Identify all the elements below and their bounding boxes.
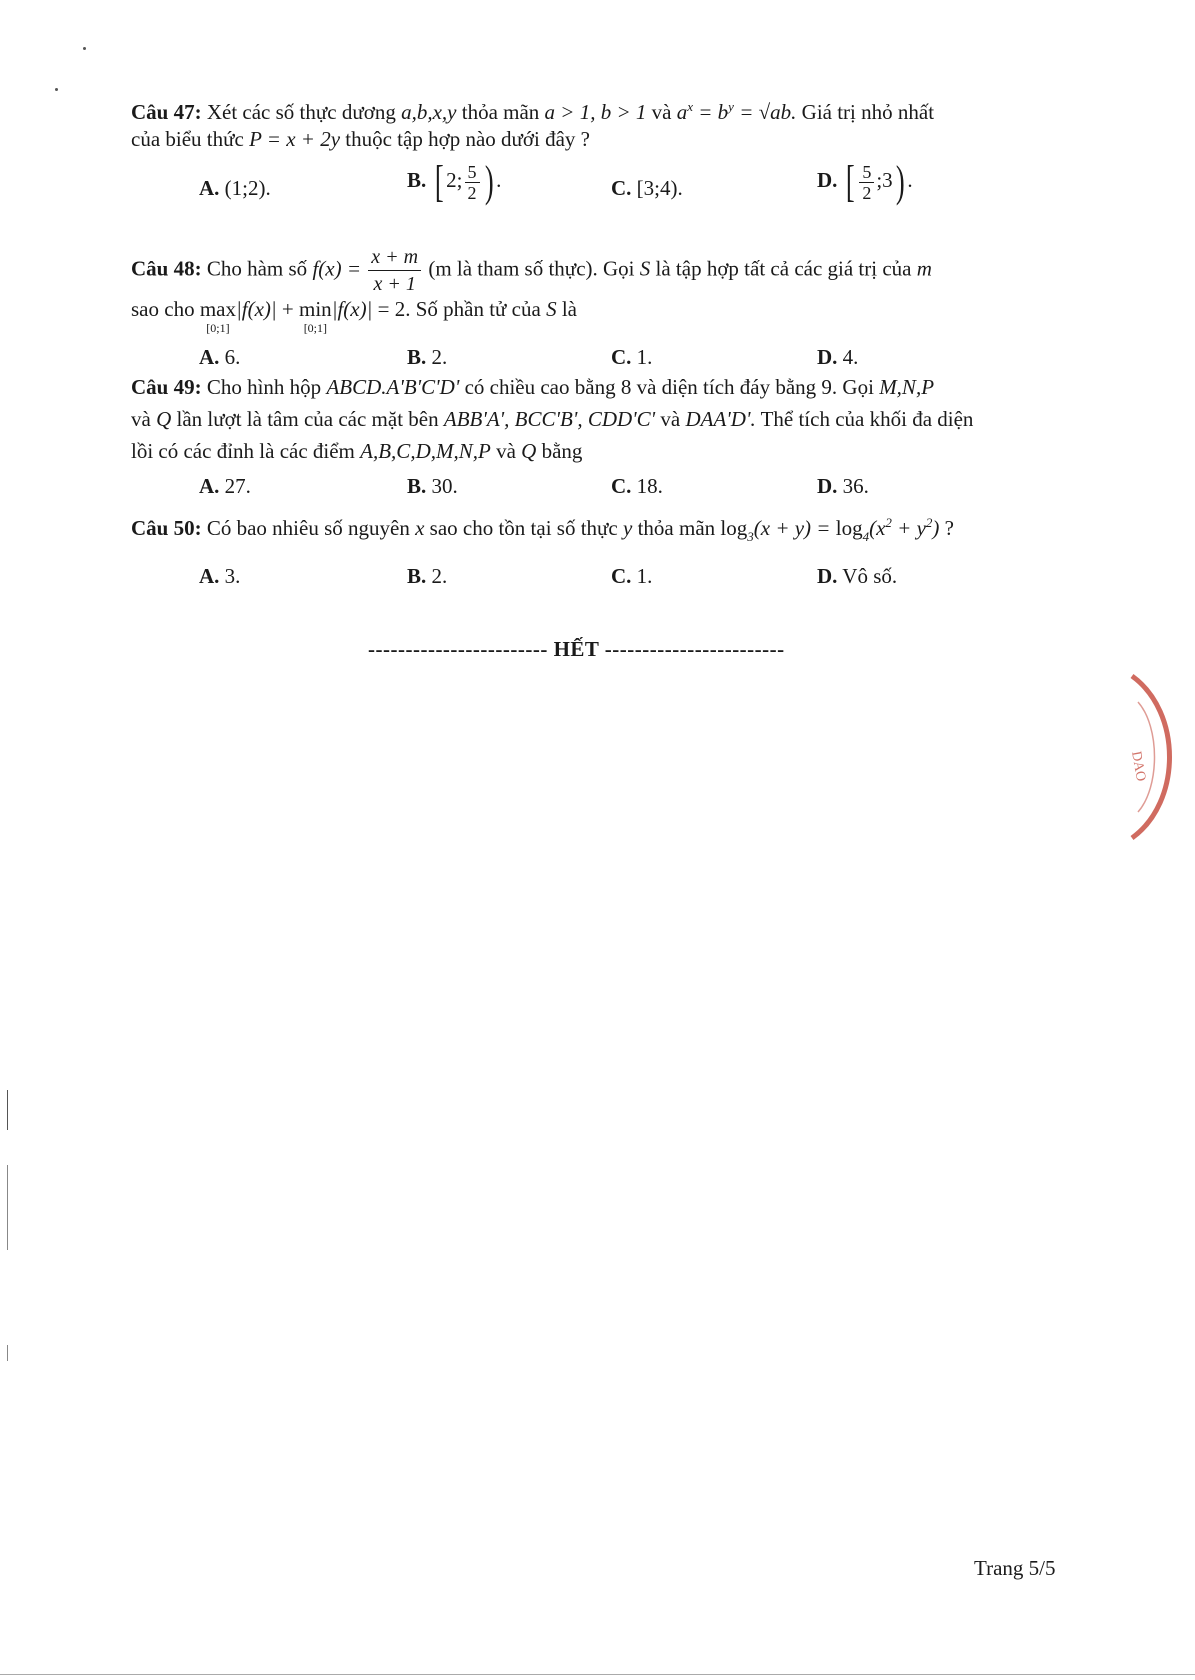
q49-text: có chiều cao bằng 8 và diện tích đáy bằng 9. Gọi xyxy=(464,375,874,399)
q49-text: lồi có các đỉnh là các điểm xyxy=(131,439,355,463)
q47-option-a[interactable]: A. (1;2). xyxy=(199,176,271,200)
q48-fraction: $\frac{x + m}{x + 1}$ xyxy=(368,244,421,297)
q50-var-x: x xyxy=(415,516,425,540)
q48-param: m xyxy=(916,256,932,281)
q49-option-b[interactable]: B. 30. xyxy=(407,474,458,498)
q47-option-c[interactable]: C. [3;4). xyxy=(611,176,683,200)
q47-vars: a,b,x,y xyxy=(401,100,457,124)
q47-equation: $a^x = b^y = √ab$. xyxy=(676,99,797,124)
q49-point-q: Q xyxy=(521,439,537,463)
q47-option-b[interactable]: B. [ 2; $\frac{5}{2}$ ) . xyxy=(407,157,502,206)
q50-question-mark: ? xyxy=(944,516,954,540)
q50-option-b[interactable]: B. 2. xyxy=(407,564,448,588)
q49-faces: ABB'A', BCC'B', CDD'C' xyxy=(443,407,656,431)
q47-text: thuộc tập hợp nào dưới đây ? xyxy=(345,127,590,151)
q50-option-c[interactable]: C. 1. xyxy=(611,564,653,588)
q47-line2 xyxy=(131,126,590,152)
q49-text: Thể tích của khối đa diện xyxy=(760,407,974,431)
q49-line3 xyxy=(131,438,582,464)
scan-mark xyxy=(7,1090,8,1130)
q48-function: f(x) = xyxy=(312,256,361,281)
q48-plus: + xyxy=(281,297,294,321)
q49-line2 xyxy=(131,406,973,432)
q49-option-c[interactable]: C. 18. xyxy=(611,474,663,498)
q47-text: thỏa mãn xyxy=(461,100,540,124)
scan-mark xyxy=(0,1674,1195,1675)
q48-line1 xyxy=(131,244,932,297)
q50-line1 xyxy=(131,510,954,550)
q47-text: Giá trị nhỏ nhất xyxy=(801,100,935,124)
q48-abs: |f(x)| xyxy=(235,297,277,321)
q47-option-d[interactable]: D. [ $\frac{5}{2}$ ;3) . xyxy=(817,157,913,206)
q48-text: là tập hợp tất cả các giá trị của xyxy=(655,256,912,281)
q48-set: S xyxy=(546,297,557,321)
q49-box: ABCD.A'B'C'D' xyxy=(326,375,460,399)
q49-points: M,N,P xyxy=(879,375,935,399)
q49-option-a[interactable]: A. 27. xyxy=(199,474,251,498)
page-number: Trang 5/5 xyxy=(974,1556,1056,1580)
q50-option-d[interactable]: D. Vô số. xyxy=(817,564,898,588)
q47-cond: b > 1 xyxy=(600,100,647,124)
q48-label: Câu 48: xyxy=(131,256,202,281)
q47-expression: P = x + 2y xyxy=(249,127,341,151)
q49-face: DAA'D'. xyxy=(685,407,756,431)
q48-text: là xyxy=(561,297,577,321)
q48-min: min [0;1] xyxy=(299,297,332,335)
scan-mark xyxy=(83,47,86,50)
q49-text: bằng xyxy=(541,439,583,463)
scan-mark xyxy=(55,88,58,91)
scan-mark xyxy=(7,1165,8,1250)
q48-option-a[interactable]: A. 6. xyxy=(199,345,241,369)
end-marker: ------------------------ HẾT ------------------------ xyxy=(368,637,785,661)
q49-text: và xyxy=(131,407,151,431)
scan-mark xyxy=(7,1345,8,1361)
q48-text: (m là tham số thực). Gọi xyxy=(428,256,635,281)
stamp-seal xyxy=(1112,672,1172,842)
q49-text: và xyxy=(496,439,516,463)
q48-line2 xyxy=(131,296,577,334)
q49-vertices: A,B,C,D,M,N,P xyxy=(360,439,491,463)
q48-option-c[interactable]: C. 1. xyxy=(611,345,653,369)
q49-label: Câu 49: xyxy=(131,375,202,399)
q47-cond: a > 1, xyxy=(544,100,596,124)
q47-text: và xyxy=(651,100,672,124)
q50-equation: $\log_3(x + y) = \log_4(x^2 + y^2)$ xyxy=(720,515,940,544)
q50-label: Câu 50: xyxy=(131,516,202,540)
q47-line1 xyxy=(131,94,934,125)
q49-text: và xyxy=(660,407,681,431)
q49-option-d[interactable]: D. 36. xyxy=(817,474,869,498)
q49-text: Cho hình hộp xyxy=(206,375,322,399)
q50-var-y: y xyxy=(623,516,633,540)
q48-text: Số phần tử của xyxy=(415,297,541,321)
q47-text: Xét các số thực dương xyxy=(206,100,396,124)
q48-text: sao cho xyxy=(131,297,195,321)
q48-text: Cho hàm số xyxy=(206,256,308,281)
q50-option-a[interactable]: A. 3. xyxy=(199,564,241,588)
q49-line1 xyxy=(131,374,934,400)
q48-abs: |f(x)| xyxy=(331,297,373,321)
q50-text: sao cho tồn tại số thực xyxy=(429,516,618,540)
q50-text: Có bao nhiêu số nguyên xyxy=(206,516,410,540)
q48-eq: = 2. xyxy=(377,297,411,321)
q49-point-q: Q xyxy=(156,407,172,431)
q49-text: lần lượt là tâm của các mặt bên xyxy=(176,407,439,431)
q48-option-b[interactable]: B. 2. xyxy=(407,345,448,369)
stamp-text: DAO xyxy=(1128,750,1149,783)
q48-set: S xyxy=(639,256,651,281)
q50-text: thỏa mãn xyxy=(637,516,716,540)
q48-max: max [0;1] xyxy=(199,297,236,335)
q47-text: của biểu thức xyxy=(131,127,244,151)
q48-option-d[interactable]: D. 4. xyxy=(817,345,859,369)
q47-label: Câu 47: xyxy=(131,100,202,124)
